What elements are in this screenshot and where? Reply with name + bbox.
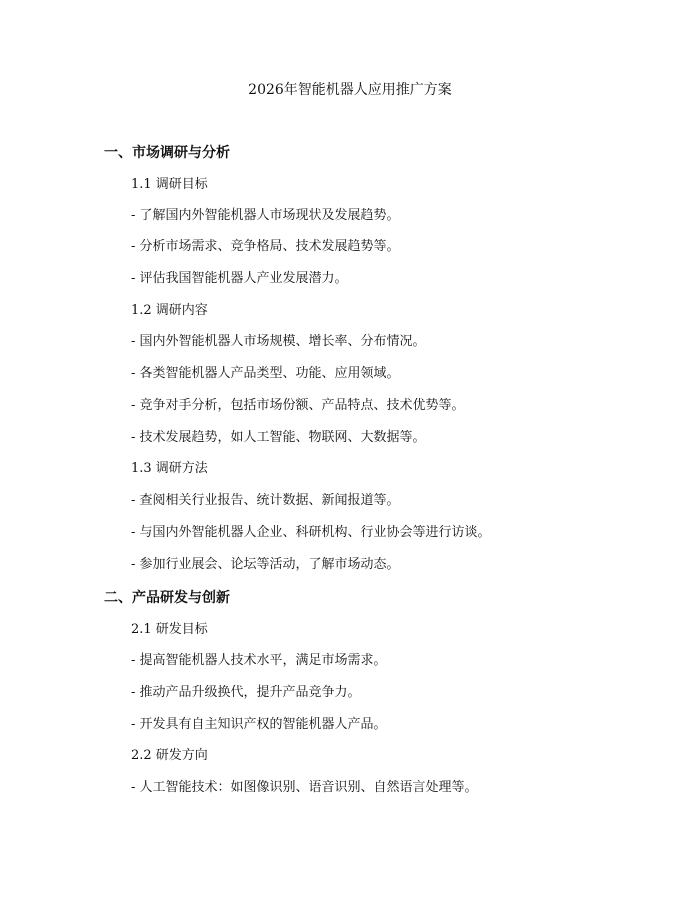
document-title: 2026年智能机器人应用推广方案	[248, 82, 452, 98]
bullet-item: - 人工智能技术：如图像识别、语音识别、自然语言处理等。	[131, 780, 478, 795]
bullet-item: - 参加行业展会、论坛等活动，了解市场动态。	[131, 557, 400, 572]
bullet-item: - 评估我国智能机器人产业发展潜力。	[131, 271, 348, 286]
subsection-heading: 2.2 研发方向	[131, 748, 208, 763]
bullet-item: - 与国内外智能机器人企业、科研机构、行业协会等进行访谈。	[131, 525, 491, 540]
bullet-item: - 推动产品升级换代，提升产品竞争力。	[131, 685, 361, 700]
section-heading: 二、产品研发与创新	[104, 590, 230, 606]
bullet-item: - 竞争对手分析，包括市场份额、产品特点、技术优势等。	[131, 398, 465, 413]
bullet-item: - 技术发展趋势，如人工智能、物联网、大数据等。	[131, 430, 426, 445]
bullet-item: - 各类智能机器人产品类型、功能、应用领域。	[131, 366, 400, 381]
bullet-item: - 开发具有自主知识产权的智能机器人产品。	[131, 717, 387, 732]
bullet-item: - 查阅相关行业报告、统计数据、新闻报道等。	[131, 493, 400, 508]
subsection-heading: 2.1 研发目标	[131, 622, 208, 637]
subsection-heading: 1.2 调研内容	[131, 303, 208, 318]
bullet-item: - 国内外智能机器人市场规模、增长率、分布情况。	[131, 334, 426, 349]
subsection-heading: 1.3 调研方法	[131, 461, 208, 476]
section-heading: 一、市场调研与分析	[104, 145, 230, 161]
bullet-item: - 提高智能机器人技术水平，满足市场需求。	[131, 653, 387, 668]
bullet-item: - 分析市场需求、竞争格局、技术发展趋势等。	[131, 239, 400, 254]
bullet-item: - 了解国内外智能机器人市场现状及发展趋势。	[131, 208, 400, 223]
subsection-heading: 1.1 调研目标	[131, 177, 208, 192]
